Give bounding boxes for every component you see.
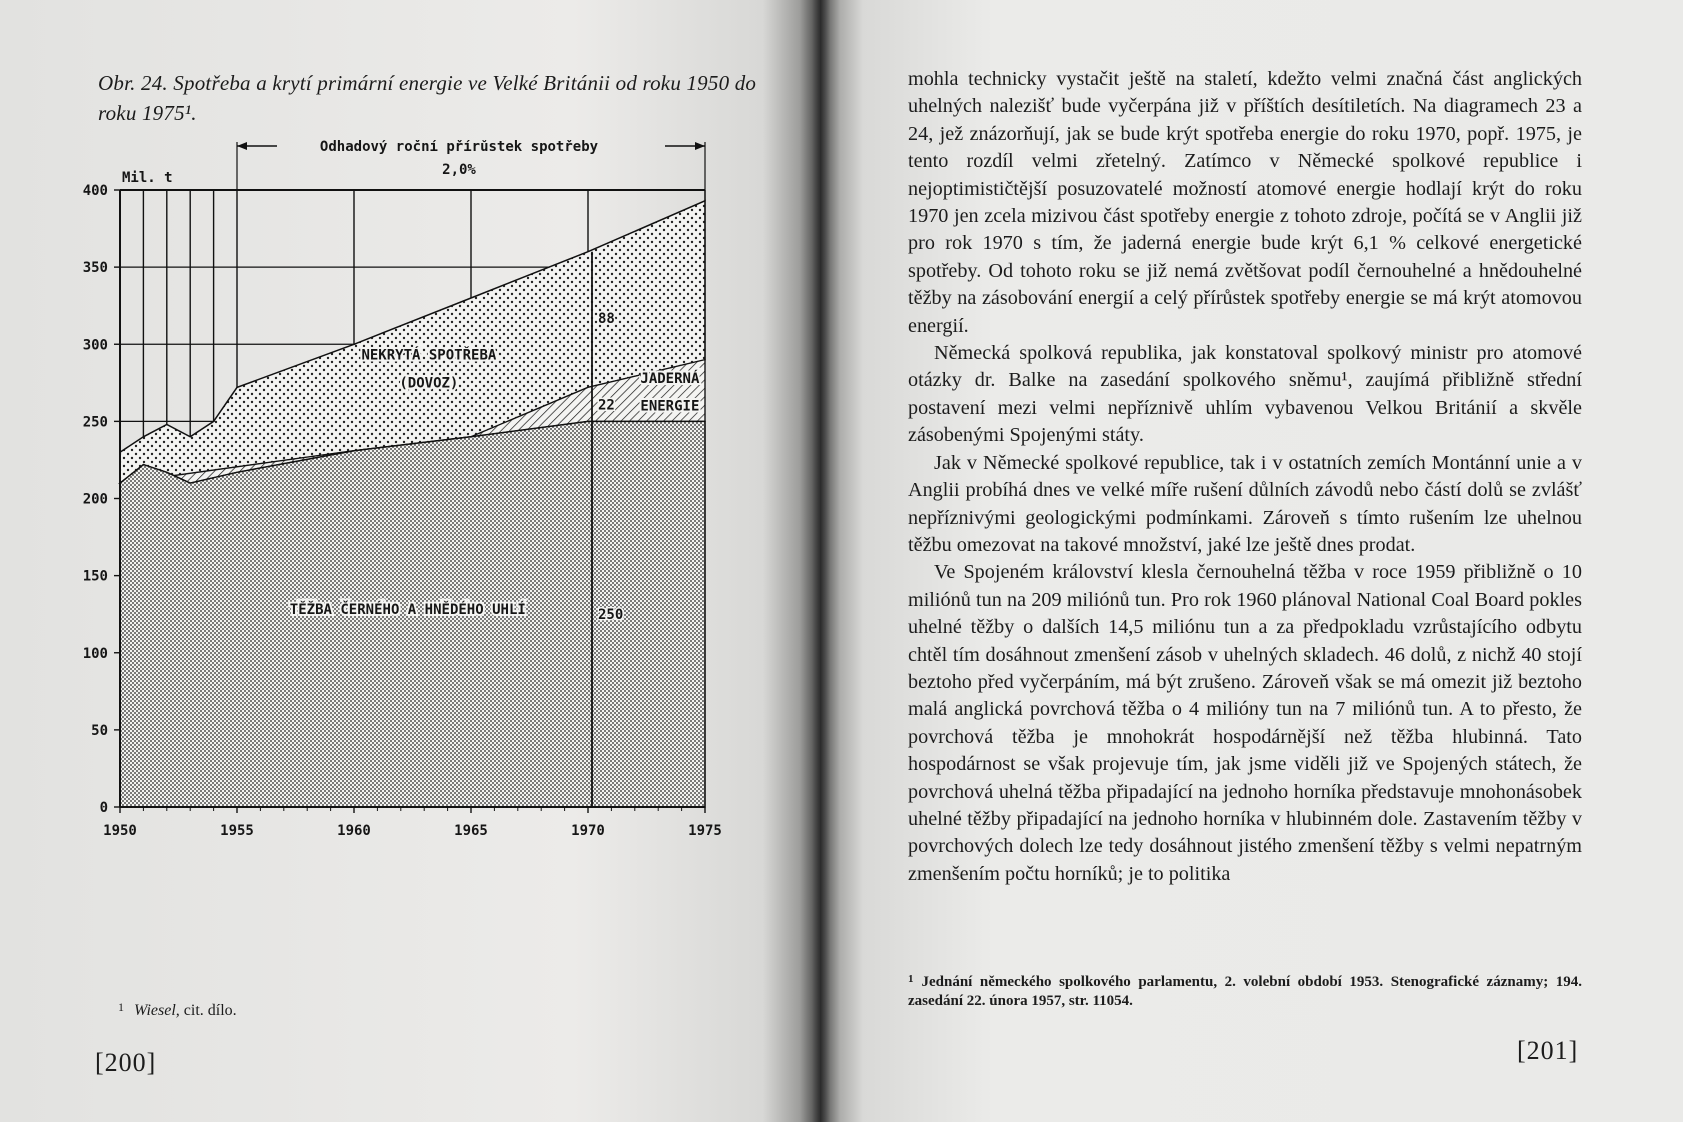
footnote-author: Wiesel,: [134, 1002, 180, 1019]
paragraph-3: Jak v Německé spolkové republice, tak i v ostatních zemích Montánní unie a v Anglii probíhá dnes ve velké míře rušení důlních závodů nebo částí dolů se zvlášť nepříznivými geologickými podmínkami. Zároveň s tímto rušením lze uhelnou těžbu omezovat na takové množství, jaké lze ještě dnes prodat.: [908, 451, 1582, 556]
y-tick-label: 150: [82, 568, 108, 585]
paragraph-2: Německá spolková republika, jak konstatoval spolkový ministr pro atomové otázky dr. Balke na zasedání spolkového sněmu¹, zaujímá přibližně střední postavení mezi velmi nepříznivě uhlím vybavenou Velkou Británií a skvěle zásobenými Spojenými státy.: [908, 342, 1582, 447]
annotation-250: 250: [598, 607, 624, 624]
footnote-rest: cit. dílo.: [179, 1002, 237, 1019]
paragraph-4: Ve Spojeném království klesla černouhelná těžba v roce 1959 přibližně o 10 miliónů tun na 209 miliónů tun. Pro rok 1960 plánoval National Coal Board pokles uhelné těžby o dalších 14,5 miliónu tun a za předpokladu vzrůstajícího odbytu chtěl tím dosáhnout zmenšení zásob v uhelných skladech. 46 dolů, z nichž 40 stojí beztoho před vyčerpáním, má být zrušeno. Zároveň však se má omezit již beztoho malá anglická povrchová těžba o 4 milióny tun na 7 miliónů tun. A to přesto, že povrchová těžba je mnohokrát hospodárnější než těžba hlubinná. Tato hospodárnost se však projevuje tím, jak jsme viděli již ve Spojených státech, že povrchová uhelná těžba připadající na jednoho horníka představuje mnohonásobek uhelné těžby připadající na jednoho horníka v hlubinném dole. Zastavením těžby v povrchových dolech lze tedy dosáhnout jistého zmenšení těžby s velmi nepatrným zmenšením počtu horníků; je to politika: [908, 561, 1582, 885]
header-value: 2,0%: [442, 162, 476, 178]
book-gutter: [800, 0, 840, 1122]
figure-caption: Obr. 24. Spotřeba a krytí primární energie ve Velké Británii od roku 1950 do roku 1975¹.: [98, 71, 757, 125]
label-coal: TĚŽBA ČERNÉHO A HNĚDÉHO UHLÍ: [289, 602, 526, 619]
energy-chart-svg: [70, 140, 790, 920]
y-tick-label: 350: [82, 260, 108, 277]
page-number-left: [200]: [95, 1048, 157, 1077]
y-tick-label: 50: [91, 722, 108, 739]
y-tick-label: 300: [82, 337, 108, 354]
footnote-mark: 1: [908, 973, 914, 985]
y-tick-label: 400: [82, 183, 108, 199]
annotation-88: 88: [598, 311, 615, 328]
y-tick-label: 200: [82, 491, 108, 508]
label-import: NEKRYTÁ SPOTŘEBA: [361, 347, 497, 364]
x-tick-label: 1965: [454, 823, 488, 839]
x-tick-label: 1970: [571, 823, 605, 839]
annotation-22: 22: [598, 397, 615, 414]
header-arrowhead-left: [237, 142, 247, 150]
label-nuclear-2: ENERGIE: [640, 398, 700, 415]
label-import-2: (DOVOZ): [399, 375, 459, 392]
page-number-right: [201]: [1517, 1036, 1579, 1065]
left-footnote: [118, 1000, 237, 1020]
y-tick-label: 0: [99, 800, 108, 816]
y-tick-label: 250: [82, 414, 108, 431]
x-tick-label: 1950: [103, 823, 137, 839]
y-tick-label: 100: [82, 645, 108, 662]
y-unit-label: Mil. t: [122, 170, 173, 186]
paragraph-1: mohla technicky vystačit ještě na staletí, kdežto velmi značná část anglických uhelných nalezišť bude vyčerpána již v příštích desítiletích. Na diagramech 23 a 24, jež znázorňují, jak se bude krýt spotřeba energie do roku 1970, popř. 1975, je tento rozdíl velmi zřetelný. Zatímco v Německé spolkové republice i nejoptimističtější posuzovatelé možností atomové energie hodlají krýt do roku 1970 jen zcela mizivou část spotřeby energie z tohoto zdroje, počítá se v Anglii již pro rok 1970 s tím, že jaderná energie bude krýt 6,1 % celkové energetické spotřeby. Od tohoto roku se již nemá zvětšovat podíl černouhelné a hnědouhelné těžby na zásobování energií a celý přírůstek spotřeby energie se má krýt atomovou energií.: [908, 68, 1582, 337]
energy-chart: [70, 140, 790, 920]
header-label: Odhadový roční přírůstek spotřeby: [319, 140, 599, 155]
footnote-text: Jednání německého spolkového parlamentu, 2. volební období 1953. Stenografické záznamy; 194. zasedání 22. února 1957, str. 11054.: [908, 974, 1582, 1009]
label-nuclear: JADERNÁ: [640, 370, 700, 387]
header-arrowhead-right: [695, 142, 705, 150]
body-text: [908, 66, 1582, 888]
x-tick-label: 1960: [337, 823, 371, 839]
x-tick-label: 1955: [220, 823, 254, 839]
right-footnote: [908, 970, 1582, 1011]
footnote-mark: 1: [118, 1000, 124, 1014]
x-tick-label: 1975: [688, 823, 722, 839]
